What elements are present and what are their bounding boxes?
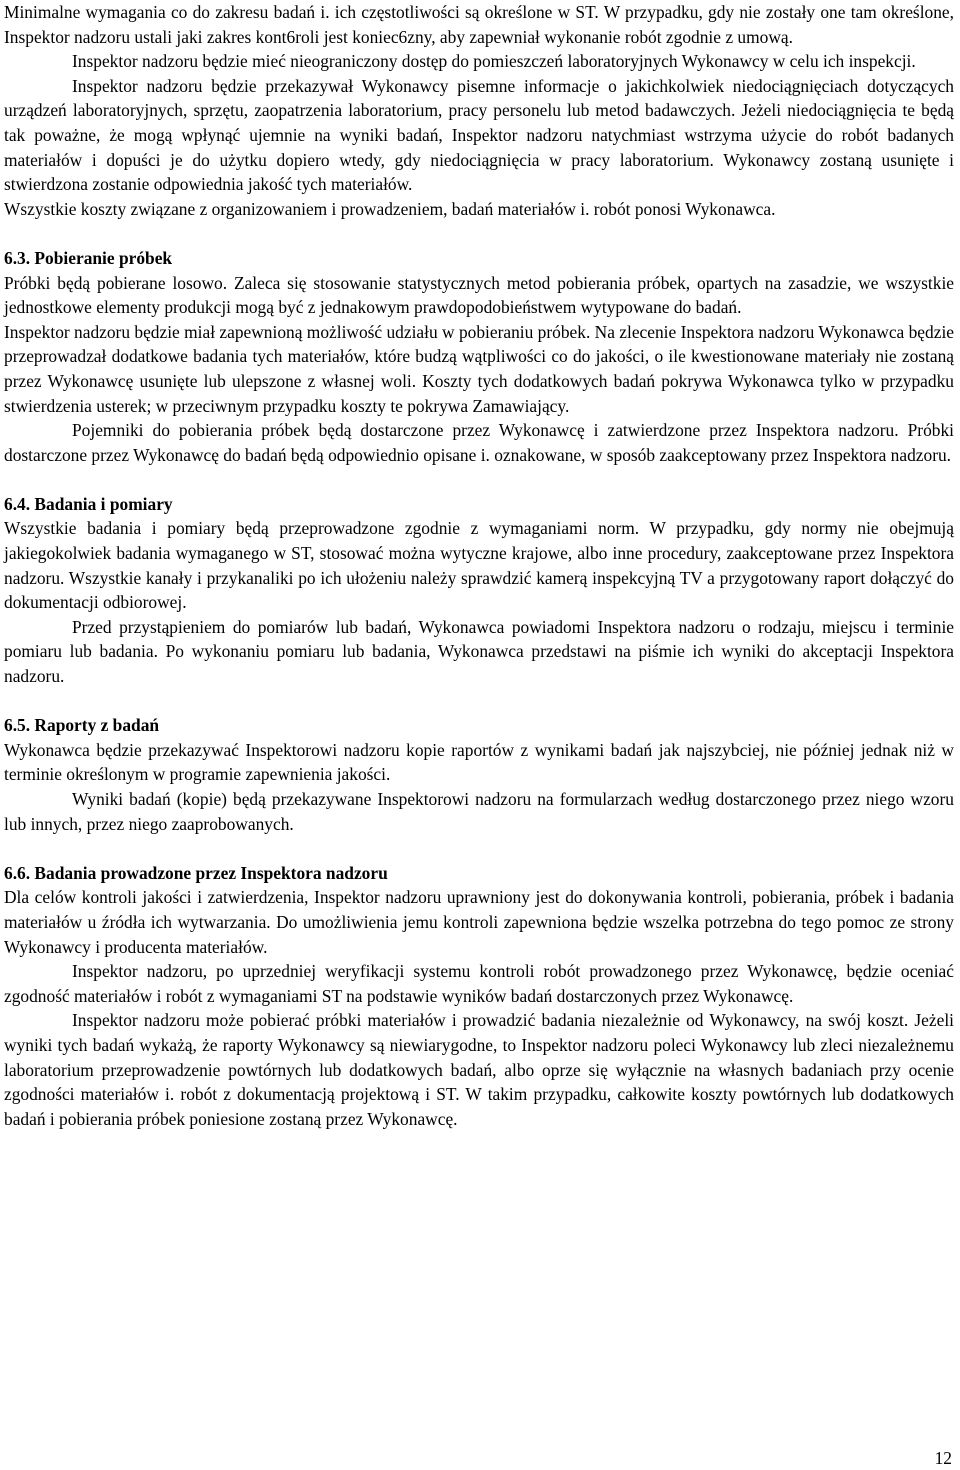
intro-paragraph-1: Minimalne wymagania co do zakresu badań i. ich częstotliwości są określone w ST. W przypadku, gdy nie zostały one tam określone, Inspektor nadzoru ustali jaki zakres kont6roli jest koniec6zny, aby zapewniał wykonanie robót zgodnie z umową. bbox=[4, 2, 954, 47]
section-6-5-paragraph-1: Wykonawca będzie przekazywać Inspektorowi nadzoru kopie raportów z wynikami badań jak najszybciej, nie później jednak niż w terminie określonym w programie zapewnienia jakości. bbox=[4, 739, 954, 785]
section-gap bbox=[4, 836, 954, 861]
intro-paragraph-4: Wszystkie koszty związane z organizowaniem i prowadzeniem, badań materiałów i. robót ponosi Wykonawca. bbox=[4, 198, 776, 219]
section-gap bbox=[4, 221, 954, 246]
section-heading-6-4: 6.4. Badania i pomiary bbox=[4, 493, 173, 514]
section-heading-6-6: 6.6. Badania prowadzone przez Inspektora nadzoru bbox=[4, 862, 388, 883]
section-6-4-paragraph-2: Przed przystąpieniem do pomiarów lub badań, Wykonawca powiadomi Inspektora nadzoru o rodzaju, miejscu i terminie pomiaru lub badania. Po wykonaniu pomiaru lub badania, Wykonawca przedstawi na piśmie ich wyniki do akceptacji Inspektora nadzoru. bbox=[4, 616, 954, 687]
section-6-3-paragraph-2: Inspektor nadzoru będzie miał zapewnioną możliwość udziału w pobieraniu próbek. Na zlecenie Inspektora nadzoru Wykonawca będzie przeprowadzał dodatkowe badania tych materiałów, które budzą wątpliwości co do jakości, o ile kwestionowane materiały nie zostaną przez Wykonawcę usunięte lub ulepszone z własnej woli. Koszty tych dodatkowych badań pokrywa Wykonawca tylko w przypadku stwierdzenia usterek; w przeciwnym przypadku koszty te pokrywa Zamawiający. bbox=[4, 321, 954, 416]
section-gap bbox=[4, 689, 954, 714]
intro-paragraph-3: Inspektor nadzoru będzie przekazywał Wykonawcy pisemne informacje o jakichkolwiek niedociągnięciach dotyczących urządzeń laboratoryjnych, sprzętu, zaopatrzenia laboratorium, pracy personelu lub metod badawczych. Jeżeli niedociągnięcia te będą tak poważne, że mogą wpłynąć ujemnie na wyniki badań, Inspektor nadzoru natychmiast wstrzyma użycie do robót badanych materiałów i dopuści je do użytku dopiero wtedy, gdy niedociągnięcia w pracy laboratorium. Wykonawcy zostaną usunięte i stwierdzona zostanie odpowiednia jakość tych materiałów. bbox=[4, 75, 954, 195]
section-heading-6-5: 6.5. Raporty z badań bbox=[4, 715, 160, 736]
section-6-6-paragraph-1: Dla celów kontroli jakości i zatwierdzenia, Inspektor nadzoru uprawniony jest do dokonywania kontroli, pobierania, próbek i badania materiałów u źródła ich wytwarzania. Do umożliwienia jemu kontroli zapewniona będzie wszelka potrzebna do tego pomoc ze strony Wykonawcy i producenta materiałów. bbox=[4, 887, 954, 957]
section-6-6-paragraph-3: Inspektor nadzoru może pobierać próbki materiałów i prowadzić badania niezależnie od Wykonawcy, na swój koszt. Jeżeli wyniki tych badań wykażą, że raporty Wykonawcy są niewiarygodne, to Inspektor nadzoru poleci Wykonawcy lub zleci niezależnemu laboratorium przeprowadzenie powtórnych lub dodatkowych badań, albo oprze się wyłącznie na własnych badaniach przy ocenie zgodności materiałów i. robót z dokumentacją projektową i ST. W takim przypadku, całkowite koszty powtórnych lub dodatkowych badań i pobierania próbek poniesione zostaną przez Wykonawcę. bbox=[4, 1010, 954, 1129]
intro-paragraph-2: Inspektor nadzoru będzie mieć nieograniczony dostęp do pomieszczeń laboratoryjnych Wykonawcy w celu ich inspekcji. bbox=[72, 51, 916, 72]
section-6-5-paragraph-2: Wyniki badań (kopie) będą przekazywane Inspektorowi nadzoru na formularzach według dostarczonego przez niego wzoru lub innych, przez niego zaaprobowanych. bbox=[4, 789, 954, 834]
section-6-3-paragraph-3: Pojemniki do pobierania próbek będą dostarczone przez Wykonawcę i zatwierdzone przez Inspektora nadzoru. Próbki dostarczone przez Wykonawcę do badań będą odpowiednio opisane i. oznakowane, w sposób zaakceptowany przez Inspektora nadzoru. bbox=[4, 420, 954, 465]
section-6-6-paragraph-2: Inspektor nadzoru, po uprzedniej weryfikacji systemu kontroli robót prowadzonego przez Wykonawcę, będzie oceniać zgodność materiałów i robót z wymaganiami ST na podstawie wyników badań dostarczonych przez Wykonawcę. bbox=[4, 961, 954, 1006]
section-6-4-paragraph-1: Wszystkie badania i pomiary będą przeprowadzone zgodnie z wymaganiami norm. W przypadku, gdy normy nie obejmują jakiegokolwiek badania wymaganego w ST, stosować można wytyczne krajowe, albo inne procedury, zaakceptowane przez Inspektora nadzoru. Wszystkie kanały i przykanaliki po ich ułożeniu należy sprawdzić kamerą inspekcyjną TV a przygotowany raport dołączyć do dokumentacji odbiorowej. bbox=[4, 518, 954, 613]
section-6-3-paragraph-1: Próbki będą pobierane losowo. Zaleca się stosowanie statystycznych metod pobierania próbek, opartych na zasadzie, we wszystkie jednostkowe elementy produkcji mogą być z jednakowym prawdopodobieństwem wytypowane do badań. bbox=[4, 272, 954, 318]
page-number: 12 bbox=[934, 1448, 952, 1468]
section-gap bbox=[4, 467, 954, 492]
section-heading-6-3: 6.3. Pobieranie próbek bbox=[4, 247, 173, 268]
document-page bbox=[4, 0, 954, 1131]
